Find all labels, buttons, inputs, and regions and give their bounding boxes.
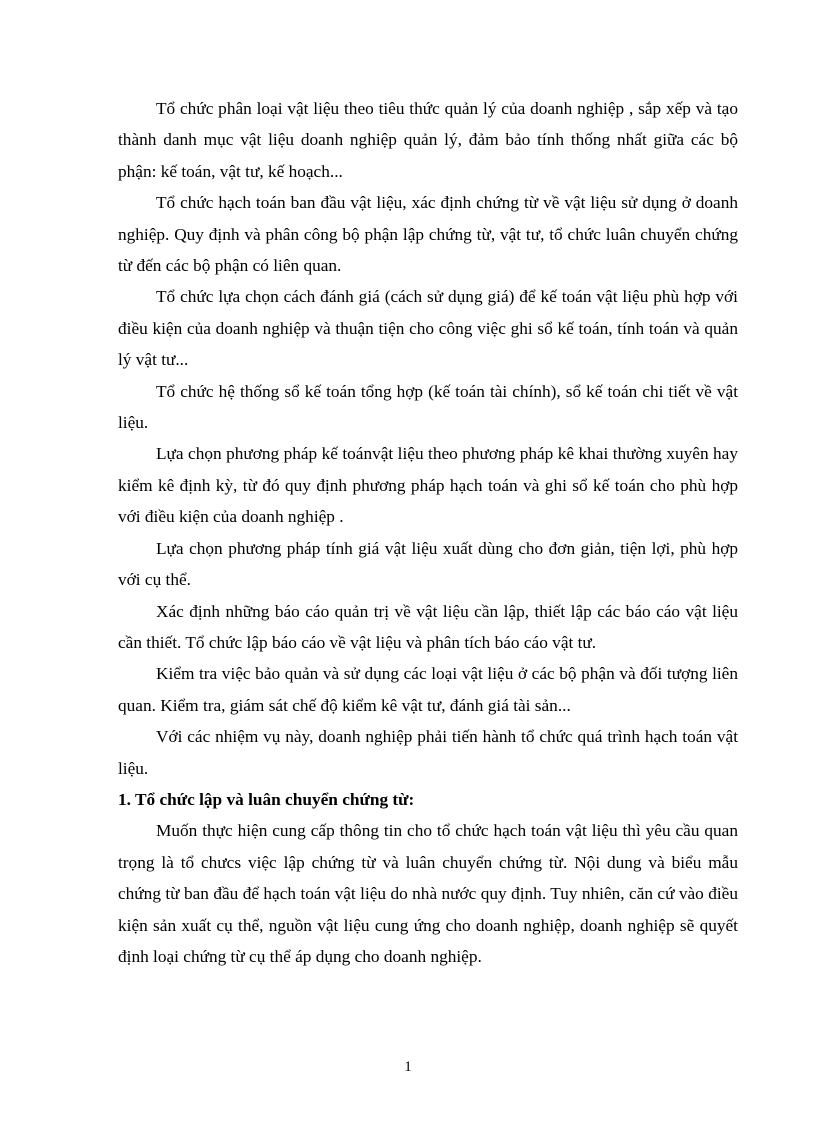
- section-heading: 1. Tổ chức lập và luân chuyển chứng từ:: [118, 789, 415, 809]
- document-body: [118, 93, 738, 972]
- paragraph-valuation-method: Tổ chức lựa chọn cách đánh giá (cách sử dụng giá) để kế toán vật liệu phù hợp với điều kiện của doanh nghiệp và thuận tiện cho công việc ghi sổ kế toán, tính toán và quản lý vật tư...: [118, 287, 738, 370]
- paragraph-documents: Muốn thực hiện cung cấp thông tin cho tổ chức hạch toán vật liệu thì yêu cầu quan trọng là tổ chưcs việc lập chứng từ và luân chuyển chứng từ. Nội dung và biểu mẫu chứng từ ban đầu để hạch toán vật liệu do nhà nước quy định. Tuy nhiên, căn cứ vào điều kiện sản xuất cụ thể, nguồn vật liệu cung ứng cho doanh nghiệp, doanh nghiệp sẽ quyết định loại chứng từ cụ thể áp dụng cho doanh nghiệp.: [118, 821, 738, 966]
- paragraph-inspection: Kiểm tra việc bảo quản và sử dụng các loại vật liệu ở các bộ phận và đối tượng liên quan. Kiểm tra, giám sát chế độ kiểm kê vật tư, đánh giá tài sản...: [118, 664, 738, 715]
- paragraph-conclusion: Với các nhiệm vụ này, doanh nghiệp phải tiến hành tổ chức quá trình hạch toán vật liệu.: [118, 727, 738, 778]
- paragraph-inventory-method: Lựa chọn phương pháp kế toánvật liệu theo phương pháp kê khai thường xuyên hay kiểm kê định kỳ, từ đó quy định phương pháp hạch toán và ghi sổ kế toán cho phù hợp với điều kiện của doanh nghiệp .: [118, 444, 738, 527]
- paragraph-initial-accounting: Tổ chức hạch toán ban đầu vật liệu, xác định chứng từ về vật liệu sử dụng ở doanh nghiệp. Quy định và phân công bộ phận lập chứng từ, vật tư, tổ chức luân chuyển chứng từ đến các bộ phận có liên quan.: [118, 193, 738, 276]
- paragraph-classify-materials: Tổ chức phân loại vật liệu theo tiêu thức quản lý của doanh nghiệp , sắp xếp và tạo thành danh mục vật liệu doanh nghiệp quản lý, đảm bảo tính thống nhất giữa các bộ phận: kế toán, vật tư, kế hoạch...: [118, 99, 738, 181]
- paragraph-ledger-system: Tổ chức hệ thống sổ kế toán tổng hợp (kế toán tài chính), sổ kế toán chi tiết về vật liệu.: [118, 381, 738, 433]
- paragraph-management-reports: Xác định những báo cáo quản trị về vật liệu cần lập, thiết lập các báo cáo vật liệu cần thiết. Tổ chức lập báo cáo về vật liệu và phân tích báo cáo vật tư.: [118, 601, 738, 652]
- paragraph-pricing-method: Lựa chọn phương pháp tính giá vật liệu xuất dùng cho đơn giản, tiện lợi, phù hợp với cụ thể.: [118, 538, 738, 590]
- page-number: 1: [404, 1059, 412, 1075]
